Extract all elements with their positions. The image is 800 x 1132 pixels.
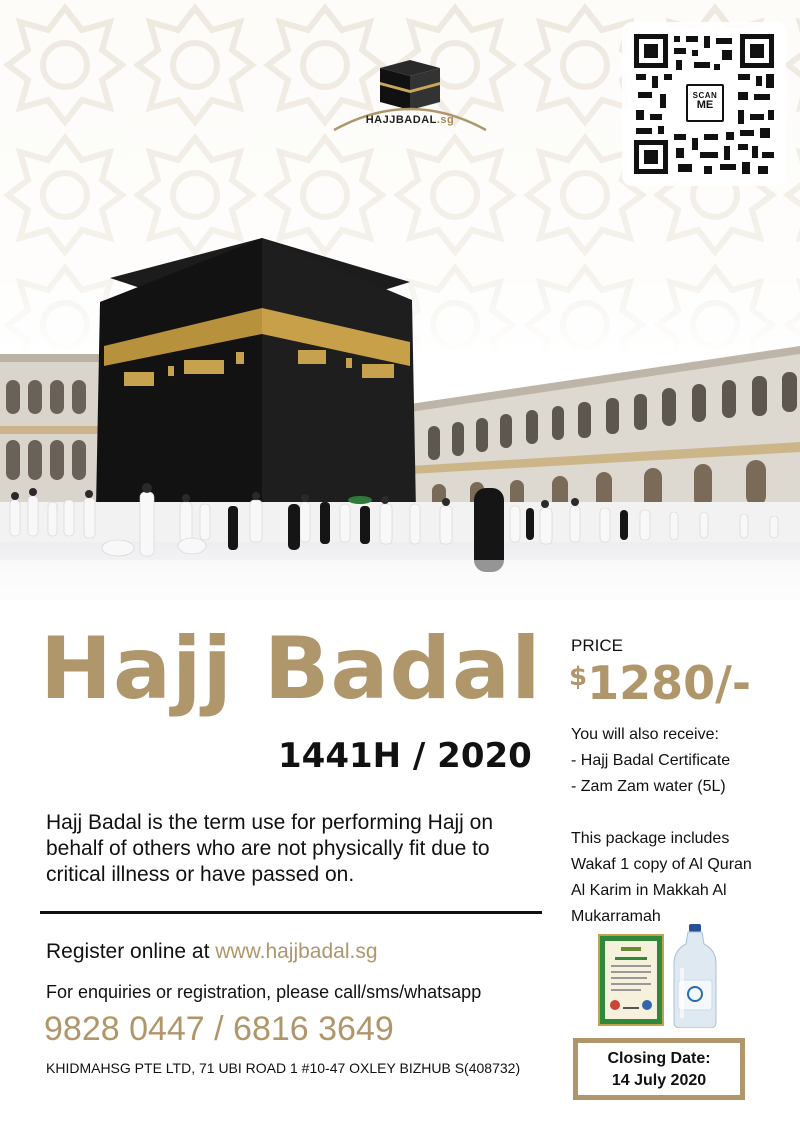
package-includes: [571, 826, 781, 930]
register-label: Register online at: [46, 940, 216, 963]
main-title: Hajj Badal: [40, 619, 542, 719]
certificate-image: [598, 934, 664, 1026]
brand-name: HAJJBADAL: [365, 114, 437, 126]
closing-date-value: 14 July 2020: [611, 1072, 707, 1089]
receive-item-certificate: - Hajj Badal Certificate: [571, 752, 731, 769]
receive-intro: You will also receive:: [571, 726, 719, 743]
kaaba: [96, 238, 416, 512]
section-divider: [40, 911, 542, 914]
enquiry-text: For enquiries or registration, please call/sms/whatsapp: [46, 982, 482, 1002]
includes-line: This package includes: [571, 830, 730, 847]
closing-date-label: Closing Date:: [607, 1050, 711, 1067]
includes-line: Al Karim in Makkah Al: [571, 882, 727, 899]
includes-line: Mukarramah: [571, 908, 661, 925]
currency-symbol: $: [569, 662, 588, 692]
zamzam-bottle-image: [672, 924, 718, 1028]
register-line: [46, 940, 378, 964]
certificate-paper: [605, 941, 657, 1019]
scan-label: SCAN: [692, 91, 718, 100]
receive-list: [571, 722, 791, 800]
kaaba-photo: [0, 230, 800, 640]
brand-logo: [330, 58, 490, 138]
brand-wordmark: [330, 114, 490, 126]
includes-line: Wakaf 1 copy of Al Quran: [571, 856, 752, 873]
scan-me-badge: [686, 84, 724, 122]
receive-item-zamzam: - Zam Zam water (5L): [571, 778, 726, 795]
left-arcade: [0, 354, 110, 508]
price-label: PRICE: [571, 636, 623, 655]
phone-numbers[interactable]: 9828 0447 / 6816 3649: [44, 1010, 394, 1048]
brand-domain-suffix: .sg: [436, 114, 455, 126]
qr-code[interactable]: [628, 28, 780, 180]
certificate-lines-icon: [605, 941, 657, 1019]
company-address: KHIDMAHSG PTE LTD, 71 UBI ROAD 1 #10-47 OXLEY BIZHUB S(408732): [46, 1060, 521, 1076]
closing-date-box: [573, 1038, 745, 1100]
price-value: [569, 656, 751, 710]
price-amount: 1280/-: [587, 656, 752, 710]
description-text: Hajj Badal is the term use for performing Hajj on behalf of others who are not physically fit due to critical illness or have passed on.: [46, 811, 494, 886]
website-link[interactable]: www.hajjbadal.sg: [215, 940, 378, 963]
me-label: ME: [696, 99, 714, 111]
hijri-year: 1441H / 2020: [278, 736, 532, 776]
